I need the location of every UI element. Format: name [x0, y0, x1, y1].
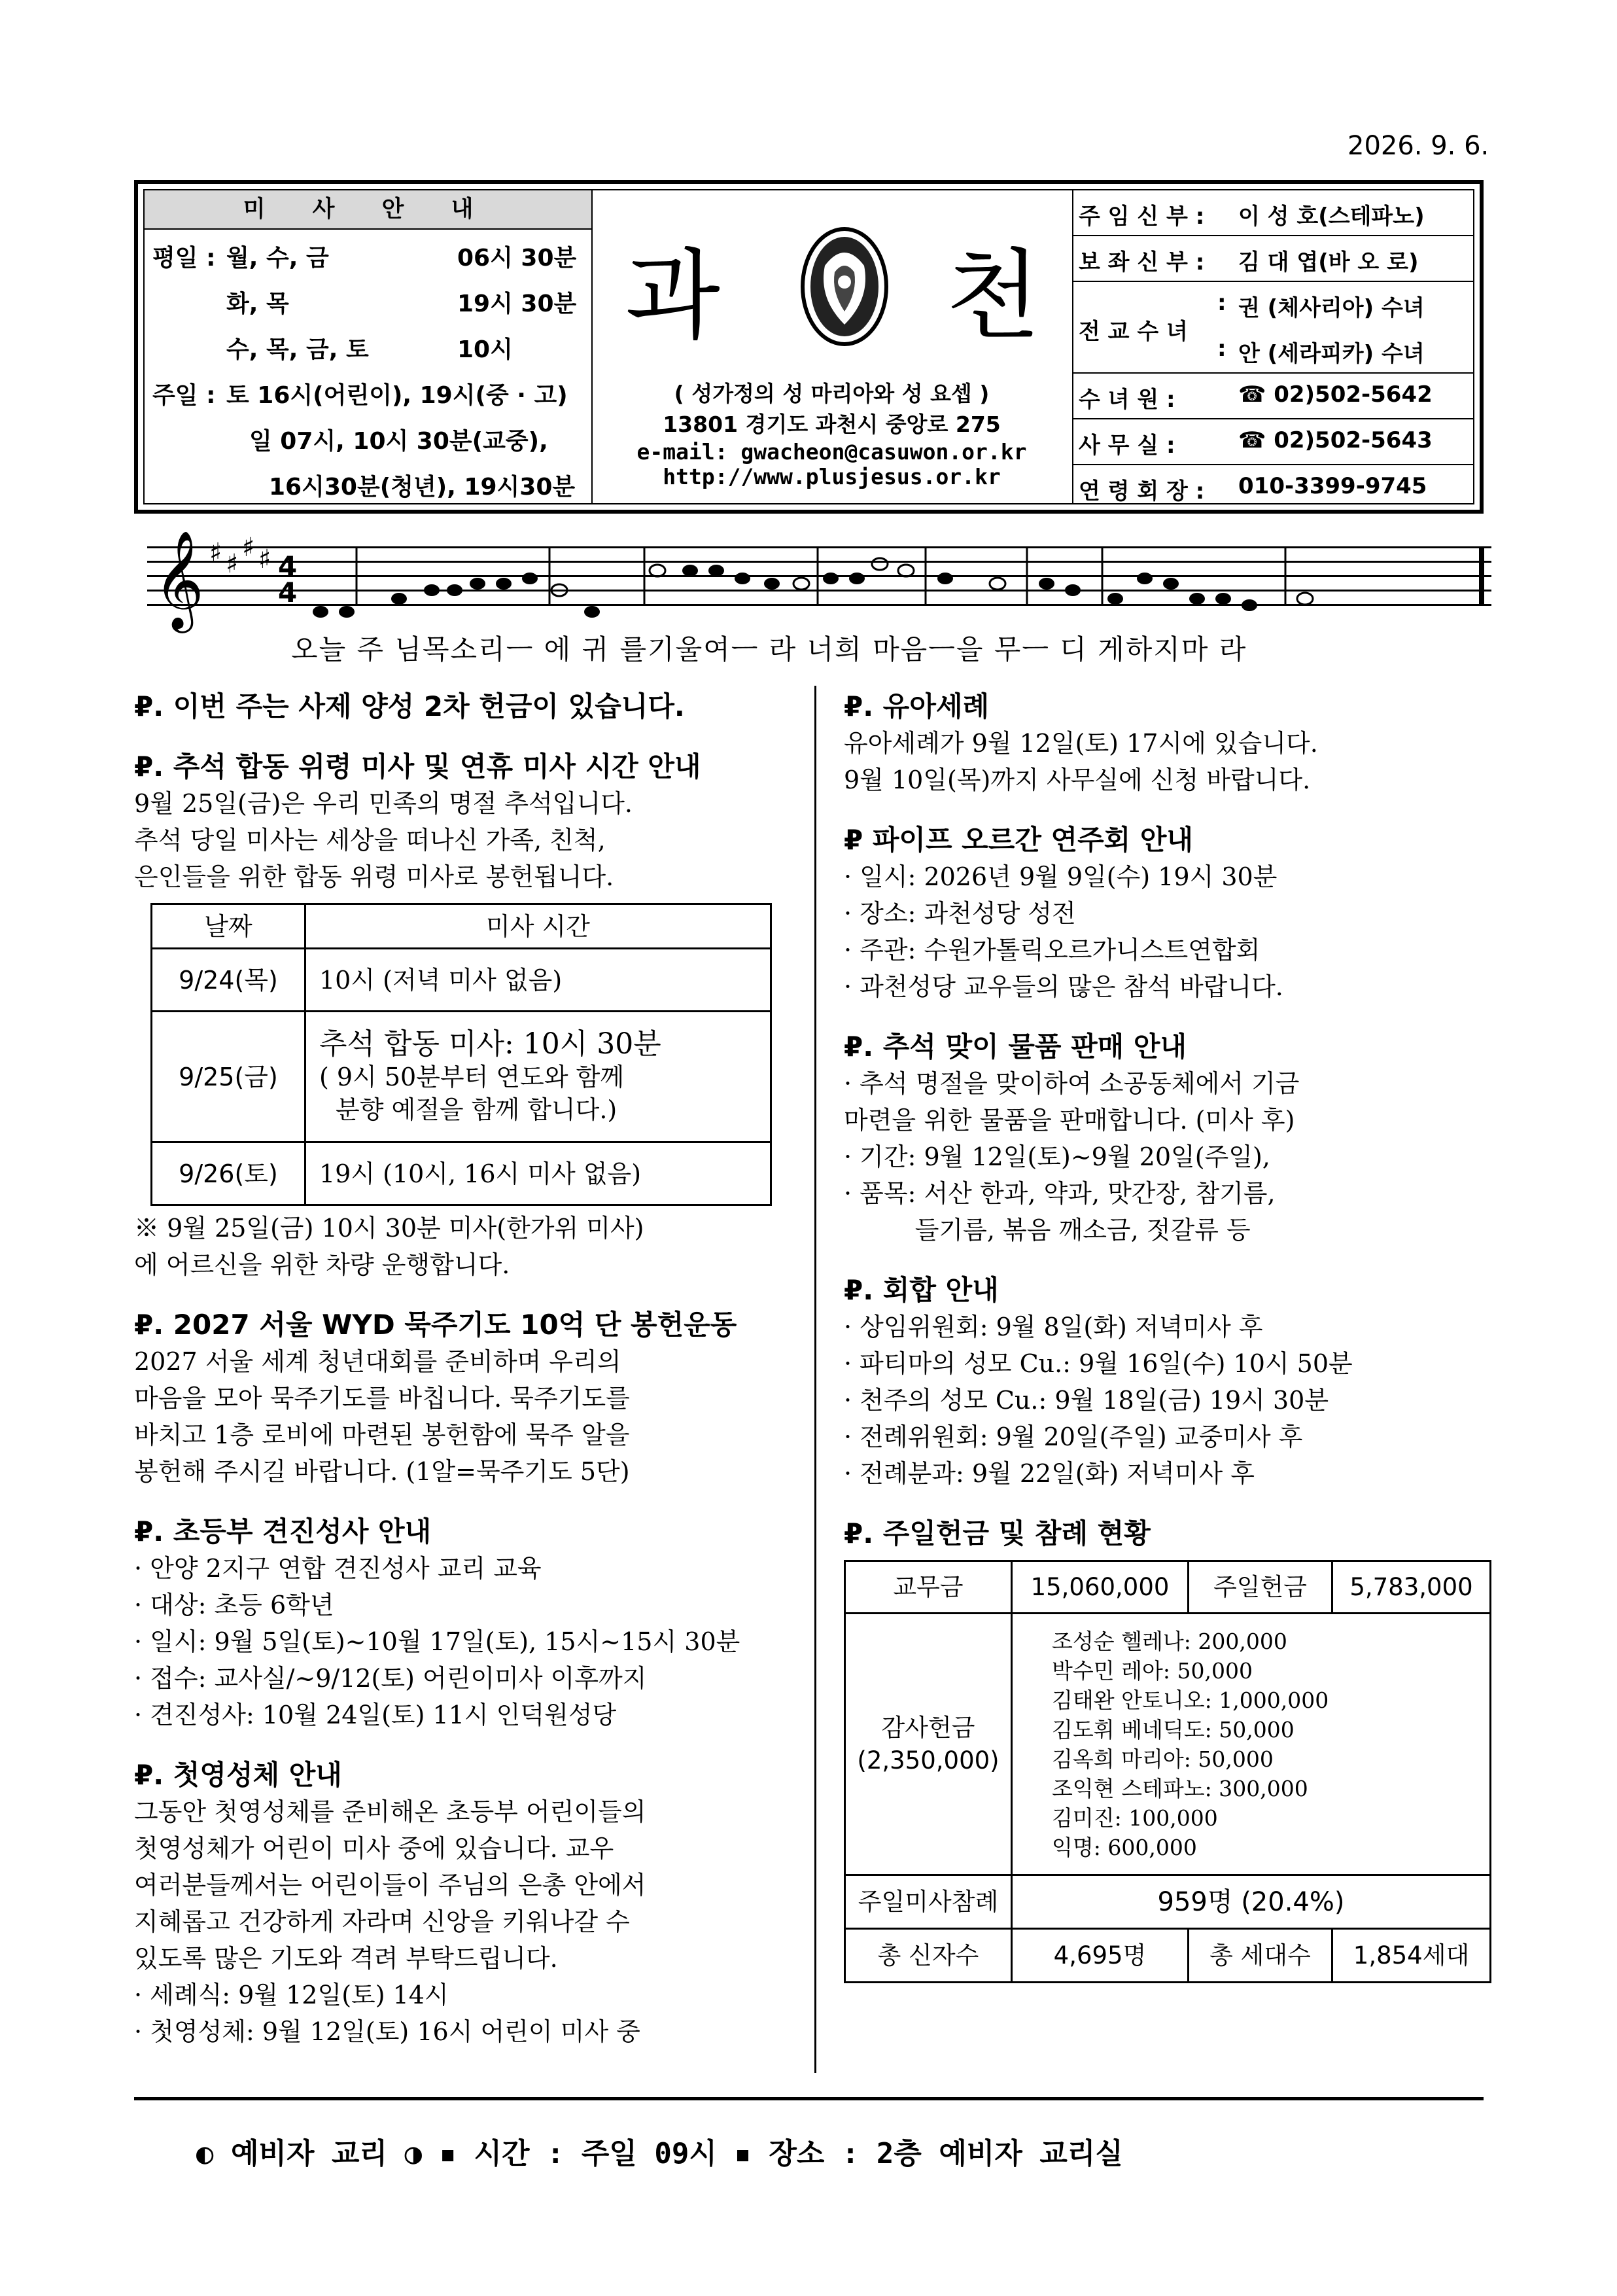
list-item: · 접수: 교사실/~9/12(토) 어린이미사 이후까지 — [134, 1664, 647, 1693]
section-heading: ₽. 첫영성체 안내 — [134, 1759, 342, 1791]
left-column — [134, 688, 788, 2050]
mass-day: 화, 목 — [226, 291, 289, 317]
staff-value: 010-3399-9745 — [1238, 473, 1427, 499]
bulletin-header — [134, 180, 1484, 514]
section-heading: ₽. 2027 서울 WYD 묵주기도 10억 단 봉헌운동 — [134, 1309, 737, 1341]
staff-label: 전 교 수 녀 — [1079, 319, 1188, 345]
section-heading: ₽. 유아세례 — [844, 690, 990, 722]
chuseok-mass-note: 분향 예절을 함께 합니다.) — [336, 1095, 617, 1124]
paragraph-line: 유아세례가 9월 12일(토) 17시에 있습니다. — [844, 729, 1318, 758]
mass-time: 06시 30분 — [457, 245, 577, 272]
sunday-label: 주일 : — [152, 382, 216, 409]
list-item: · 과천성당 교우들의 많은 참석 바랍니다. — [844, 972, 1283, 1001]
svg-text:4: 4 — [278, 550, 298, 582]
office-row — [1073, 419, 1473, 465]
staff-label: 연 령 회 장 : — [1079, 478, 1205, 504]
section-heading: ₽. 추석 맞이 물품 판매 안내 — [844, 1031, 1187, 1063]
table-cell: 9/26(토) — [152, 1142, 305, 1205]
parish-website[interactable]: http://www.plusjesus.or.kr — [663, 464, 1001, 489]
chuseok-mass-note: ( 9시 50분부터 연도와 함께 — [319, 1062, 625, 1091]
chuseok-mass-time: 추석 합동 미사: 10시 30분 — [319, 1027, 661, 1061]
list-item: · 상임위원회: 9월 8일(화) 저녁미사 후 — [844, 1313, 1263, 1341]
staff-value: ☎ 02)502-5643 — [1238, 427, 1433, 453]
right-column — [844, 688, 1491, 1983]
sisters-row — [1073, 282, 1473, 374]
list-item: 들기름, 볶음 깨소금, 젓갈류 등 — [844, 1216, 1251, 1245]
paragraph-line: 있도록 많은 기도와 격려 부탁드립니다. — [134, 1944, 558, 1973]
list-item: 김태완 안토니오: 1,000,000 — [1052, 1687, 1329, 1713]
paragraph-line: 첫영성체가 어린이 미사 중에 있습니다. 교우 — [134, 1834, 614, 1863]
mass-schedule-title: 미 사 안 내 — [145, 190, 591, 230]
table-cell — [305, 1012, 771, 1142]
paragraph-line: 지혜롭고 건강하게 자라며 신앙을 키워나갈 수 — [134, 1907, 630, 1936]
list-item: · 첫영성체: 9월 12일(토) 16시 어린이 미사 중 — [134, 2017, 640, 2046]
issue-date: 2026. 9. 6. — [1348, 131, 1489, 161]
mass-day: 월, 수, 금 — [226, 245, 329, 272]
list-item: · 파티마의 성모 Cu.: 9월 16일(수) 10시 50분 — [844, 1349, 1353, 1378]
list-item: · 품목: 서산 한과, 약과, 맛간장, 참기름, — [844, 1179, 1276, 1208]
list-item: · 안양 2지구 연합 견진성사 교리 교육 — [134, 1554, 542, 1583]
svg-text:♯: ♯ — [258, 544, 271, 574]
staff-value: 김 대 엽(바 오 로) — [1238, 249, 1419, 275]
table-cell: 5,783,000 — [1332, 1561, 1491, 1614]
section-heading: ₽. 주일헌금 및 참례 현황 — [844, 1517, 1151, 1549]
list-item: · 전례위원회: 9월 20일(주일) 교중미사 후 — [844, 1422, 1303, 1451]
table-cell: 교무금 — [845, 1561, 1012, 1614]
table-header: 미사 시간 — [305, 904, 771, 949]
parish-name-left: 과 — [625, 239, 720, 353]
table-cell: 1,854세대 — [1332, 1929, 1491, 1983]
paragraph-line: 여러분들께서는 어린이들이 주님의 은총 안에서 — [134, 1871, 646, 1899]
list-item: · 일시: 2026년 9월 9일(수) 19시 30분 — [844, 862, 1278, 891]
funeral-leader-row — [1073, 465, 1473, 510]
table-cell: 총 신자수 — [845, 1929, 1012, 1983]
paragraph-line: ※ 9월 25일(금) 10시 30분 미사(한가위 미사) — [134, 1214, 644, 1243]
table-cell: 959명 (20.4%) — [1012, 1875, 1491, 1929]
paragraph-line: 봉헌해 주시길 바랍니다. (1알=묵주기도 5단) — [134, 1457, 630, 1486]
staff-value: 안 (세라피카) 수녀 — [1238, 341, 1425, 367]
paragraph-line: 9월 10일(목)까지 사무실에 신청 바랍니다. — [844, 766, 1311, 794]
list-item: 조익현 스테파노: 300,000 — [1052, 1775, 1308, 1801]
table-cell: 4,695명 — [1012, 1929, 1189, 1983]
list-item: · 추석 명절을 맞이하여 소공동체에서 기금 — [844, 1069, 1300, 1098]
table-cell — [845, 1614, 1012, 1875]
song-lyrics: 오늘 주 님목소리ㅡ 에 귀 를기울여ㅡ 라 너희 마음ㅡ을 무ㅡ 디 게하지마 라 — [291, 633, 1247, 665]
list-item: 조성순 헬레나: 200,000 — [1052, 1628, 1287, 1654]
list-item: 익명: 600,000 — [1052, 1834, 1197, 1860]
list-item: · 전례분과: 9월 22일(화) 저녁미사 후 — [844, 1459, 1255, 1488]
list-item: 김옥희 마리아: 50,000 — [1052, 1746, 1274, 1772]
thanks-offering-label: 감사헌금 — [881, 1713, 975, 1742]
paragraph-line: 바치고 1층 로비에 마련된 봉헌함에 묵주 알을 — [134, 1421, 630, 1449]
thanks-list — [1012, 1614, 1491, 1875]
sunday-mass-line: 16시30분(청년), 19시30분 — [269, 474, 576, 501]
section-heading: ₽. 이번 주는 사제 양성 2차 헌금이 있습니다. — [134, 690, 685, 722]
table-header: 날짜 — [152, 904, 305, 949]
convent-row — [1073, 374, 1473, 419]
section-heading: ₽. 초등부 견진성사 안내 — [134, 1515, 432, 1547]
paragraph-line: 추석 당일 미사는 세상을 떠나신 가족, 친척, — [134, 826, 606, 855]
colon-mark: : — [1217, 290, 1226, 316]
paragraph-line: 9월 25일(금)은 우리 민족의 명절 추석입니다. — [134, 789, 633, 818]
weekday-label: 평일 : — [152, 245, 216, 272]
table-cell: 9/25(금) — [152, 1012, 305, 1142]
chuseok-mass-table — [150, 903, 772, 1206]
section-heading: ₽ 파이프 오르간 연주회 안내 — [844, 824, 1194, 856]
table-cell: 10시 (저녁 미사 없음) — [305, 949, 771, 1012]
melody-notes — [147, 510, 1495, 635]
staff-label: 사 무 실 : — [1079, 433, 1175, 459]
colon-mark: : — [1217, 336, 1226, 362]
mass-time: 10시 — [457, 336, 513, 363]
footer-divider — [134, 2097, 1484, 2100]
thanks-offering-total: (2,350,000) — [857, 1746, 1000, 1775]
list-item: · 일시: 9월 5일(토)~10월 17일(토), 15시~15시 30분 — [134, 1627, 740, 1656]
table-cell: 총 세대수 — [1189, 1929, 1332, 1983]
table-cell: 15,060,000 — [1012, 1561, 1189, 1614]
list-item: 박수민 레아: 50,000 — [1052, 1657, 1253, 1684]
list-item: · 기간: 9월 12일(토)~9월 20일(주일), — [844, 1142, 1270, 1171]
staff-value: 이 성 호(스테파노) — [1238, 203, 1425, 230]
list-item: · 견진성사: 10월 24일(토) 11시 인덕원성당 — [134, 1701, 617, 1729]
paragraph-line: 마음을 모아 묵주기도를 바칩니다. 묵주기도를 — [134, 1384, 630, 1413]
list-item: · 장소: 과천성당 성전 — [844, 899, 1076, 928]
svg-text:𝄞: 𝄞 — [154, 529, 204, 629]
section-heading: ₽. 회합 안내 — [844, 1274, 999, 1306]
section-heading: ₽. 추석 합동 위령 미사 및 연휴 미사 시간 안내 — [134, 751, 701, 783]
list-item: · 세례식: 9월 12일(토) 14시 — [134, 1981, 449, 2009]
paragraph-line: 그동안 첫영성체를 준비해온 초등부 어린이들의 — [134, 1797, 646, 1826]
sunday-mass-line: 토 16시(어린이), 19시(중 · 고) — [226, 382, 568, 409]
paragraph-line: 에 어르신을 위한 차량 운행합니다. — [134, 1250, 510, 1279]
table-cell: 주일헌금 — [1189, 1561, 1332, 1614]
list-item: 마련을 위한 물품을 판매합니다. (미사 후) — [844, 1106, 1295, 1135]
svg-text:4: 4 — [278, 576, 298, 609]
staff-label: 보 좌 신 부 : — [1079, 249, 1205, 275]
svg-text:♯: ♯ — [226, 549, 239, 579]
mass-day: 수, 목, 금, 토 — [226, 336, 369, 363]
staff-label: 주 임 신 부 : — [1079, 203, 1205, 230]
svg-text:♯: ♯ — [209, 538, 222, 568]
catechumen-footer: ◐ 예비자 교리 ◑ ▪ 시간 : 주일 09시 ▪ 장소 : 2층 예비자 교리실 — [196, 2137, 1123, 2170]
assistant-priest-row — [1073, 236, 1473, 282]
list-item: 김도휘 베네딕도: 50,000 — [1052, 1716, 1295, 1742]
staff-value: 권 (체사리아) 수녀 — [1238, 295, 1425, 321]
paragraph-line: 은인들을 위한 합동 위령 미사로 봉헌됩니다. — [134, 862, 614, 891]
mass-time: 19시 30분 — [457, 291, 577, 317]
staff-label: 수 녀 원 : — [1079, 387, 1175, 413]
sunday-mass-line: 일 07시, 10시 30분(교중), — [249, 428, 548, 455]
parish-email[interactable]: e-mail: gwacheon@casuwon.or.kr — [636, 439, 1027, 465]
parish-logo — [799, 226, 890, 350]
table-cell: 9/24(목) — [152, 949, 305, 1012]
table-cell: 19시 (10시, 16시 미사 없음) — [305, 1142, 771, 1205]
patron-name: ( 성가정의 성 마리아와 성 요셉 ) — [674, 381, 990, 406]
table-cell: 주일미사참례 — [845, 1875, 1012, 1929]
paragraph-line: 2027 서울 세계 청년대회를 준비하며 우리의 — [134, 1347, 621, 1376]
list-item: 김미진: 100,000 — [1052, 1805, 1218, 1831]
svg-text:♯: ♯ — [242, 533, 255, 563]
parish-address: 13801 경기도 과천시 중앙로 275 — [663, 412, 1001, 437]
column-divider — [814, 686, 816, 2073]
offering-table — [844, 1560, 1491, 1983]
staff-value: ☎ 02)502-5642 — [1238, 381, 1433, 408]
parish-name-right: 천 — [946, 239, 1041, 353]
list-item: · 대상: 초등 6학년 — [134, 1591, 334, 1619]
list-item: · 천주의 성모 Cu.: 9월 18일(금) 19시 30분 — [844, 1386, 1329, 1415]
list-item: · 주관: 수원가톨릭오르가니스트연합회 — [844, 936, 1261, 964]
pastor-row — [1073, 190, 1473, 236]
